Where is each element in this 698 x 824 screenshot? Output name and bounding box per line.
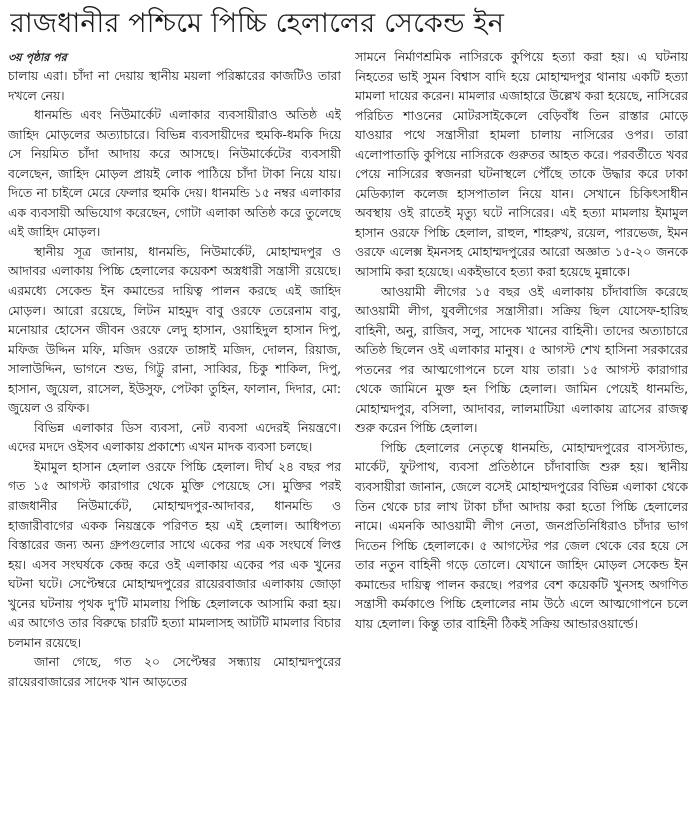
paragraph: চালায় এরা। চাঁদা না দেয়ায় স্থানীয় ময়লা পরিষ্কারের কাজটিও তারা দখলে নেয়। [8, 69, 341, 103]
paragraph: ইমামুল হাসান হেলাল ওরফে পিচ্চি হেলাল। দীর্ঘ ২৪ বছর পর গত ১৫ আগস্ট কারাগার থেকে মুক্তি পেয়েছে সে। মুক্তির পরই রাজধানীর নিউমার্কেট, মোহাম্মদপুর-আদাবর, ধানমন্ডি ও হাজারীবাগের একক নিয়ন্ত্রকে পরিণত হয় এই হেলাল। আধিপত্য বিস্তারের জন্য অন্য গ্রুপগুলোর সাথে একের পর এক সংঘর্ষে লিপ্ত হয়। এসব সংঘর্ষকে কেন্দ্র করে ওই এলাকায় একের পর এক খুনের ঘটনা ঘটে। সেপ্টেম্বরে মোহাম্মদপুরের রায়েরবাজার এলাকায় জোড়া খুনের ঘটনায় পৃথক দু'টি মামলায় পিচ্চি হেলালকে আসামি করা হয়। এর আগেও তার বিরুদ্ধে চারটি হত্যা মামলাসহ আটটি মামলার বিচার চলমান রয়েছে। [8, 459, 341, 650]
continued-from-label: ৩য় পৃষ্ঠার পর [8, 51, 67, 64]
article-body [8, 48, 688, 818]
paragraph: সামনে নির্মাণশ্রমিক নাসিরকে কুপিয়ে হত্যা করা হয়। এ ঘটনায় নিহতের ভাই সুমন বিশ্বাস বাদি হয়ে মোহাম্মদপুর থানায় একটি হত্যা মামলা দায়ের করেন। মামলার এজাহারে উল্লেখ করা হয়েছে, নাসিরের পরিচিত শাওনের মোটরসাইকেলে বেড়িবাঁধ তিন রাস্তার মোড়ে যাওয়ার পথে সন্ত্রাসীরা হামলা চালায় নাসিরের ওপর। তারা এলোপাতাড়ি কুপিয়ে নাসিরকে গুরুতর আহত করে। পরবর্তীতে খবর পেয়ে নাসিরের স্বজনরা ঘটনাস্থলে পৌঁছে তাকে উদ্ধার করে ঢাকা মেডিক্যাল কলেজ হাসপাতাল নিয়ে যান। সেখানে চিকিৎসাধীন অবস্থায় ওই রাতেই মৃত্যু ঘটে নাসিরের। এই হত্যা মামলায় ইমামুল হাসান ওরফে পিচ্চি হেলাল, রাহুল, শাহরুখ, রয়েল, পারভেজ, ইমন ওরফে এলেক্স ইমনসহ মোহাম্মদপুরের আরো অজ্ঞাত ১৫-২০ জনকে আসামি করা হয়েছে। একইভাবে হত্যা করা হয়েছে মুন্নাকে। [355, 50, 688, 280]
paragraph: বিভিন্ন এলাকার ডিস ব্যবসা, নেট ব্যবসা এদেরই নিয়ন্ত্রণে। এদের মদদে ওইসব এলাকায় প্রকাশ্যে এখন মাদক ব্যবসা চলছে। [8, 420, 341, 455]
headline: রাজধানীর পশ্চিমে পিচ্চি হেলালের সেকেন্ড ইন [10, 8, 505, 39]
right-column [355, 48, 688, 818]
paragraph: আওয়ামী লীগের ১৫ বছর ওই এলাকায় চাঁদাবাজি করেছে আওয়ামী লীগ, যুবলীগের সন্ত্রাসীরা। সক্রিয় ছিল যোসেফ-হারিছ বাহিনী, অনু, রাজিব, সলু, সাদেক খানের বাহিনী। তাদের অত্যাচারে অতিষ্ঠ ছিলেন ওই এলাকার মানুষ। ৫ আগস্ট শেখ হাসিনা সরকারের পতনের পর আত্মগোপনে চলে যায় তারা। ১৫ আগস্ট কারাগার থেকে জামিনে মুক্ত হন পিচ্চি হেলাল। জামিন পেয়েই ধানমন্ডি, মোহাম্মদপুর, বসিলা, আদাবর, লালমাটিয়া এলাকায় ত্রাসের রাজত্ব শুরু করেন পিচ্চি হেলাল। [355, 284, 688, 436]
paragraph: স্থানীয় সূত্র জানায়, ধানমন্ডি, নিউমার্কেট, মোহাম্মদপুর ও আদাবর এলাকায় পিচ্চি হেলালের কয়েকশ অস্ত্রধারী সন্ত্রাসী রয়েছে। এরমধ্যে সেকেন্ড ইন কমান্ডের দায়িত্ব পালন করছে এই জাহিদ মোড়ল। আরো রয়েছে, লিটন মাহমুদ বাবু ওরফে তেরেনাম বাবু, মনোয়ার হোসেন জীবন ওরফে লেদু হাসান, ওয়াহিদুল হাসান দিপু, মফিজ উদ্দিন মফি, মজিদ ওরফে তাঙ্গাই মজিদ, দোলন, রিয়াজ, সালাউদ্দিন, ভাগনে শুভ, গিট্টু রানা, সাব্বির, চিকু শাকিল, দিপু, হাসান, জুয়েল, রাসেল, ইউসুফ, পেটকা তুহিন, ফালান, দিদার, মো: জুয়েল ও রফিক। [8, 244, 341, 416]
left-column [8, 48, 341, 818]
paragraph: ধানমন্ডি এবং নিউমার্কেট এলাকার ব্যবসায়ীরাও অতিষ্ঠ এই জাহিদ মোড়লের অত্যাচারে। বিভিন্ন ব্যবসায়ীদের হুমকি-ধমকি দিয়ে সে নিয়মিত চাঁদা আদায় করে আসছে। নিউমার্কেটের ব্যবসায়ী বলেছেন, জাহিদ মোড়ল প্রায়ই লোক পাঠিয়ে চাঁদা টাকা নিয়ে যায়। দিতে না চাইলে মেরে ফেলার হুমকি দেয়। ধানমন্ডি ১৫ নম্বর এলাকার এক ব্যবসায়ী অভিযোগ করেছেন, গোটা এলাকা অতিষ্ঠ করে তুলেছে এই জাহিদ মোড়ল। [8, 108, 341, 240]
paragraph: পিচ্চি হেলালের নেতৃত্বে ধানমন্ডি, মোহাম্মদপুরের বাসস্ট্যান্ড, মার্কেট, ফুটপাথ, ব্যবসা প্রতিষ্ঠানে চাঁদাবাজি শুরু হয়। স্থানীয় ব্যবসায়ীরা জানান, জেলে বসেই মোহাম্মদপুরের বিভিন্ন এলাকা থেকে তিন থেকে চার লাখ টাকা চাঁদা আদায় করা হতো পিচ্চি হেলালের নামে। এমনকি আওয়ামী লীগ নেতা, জনপ্রতিনিধিরাও চাঁদার ভাগ দিতেন পিচ্চি হেলালকে। ৫ আগস্টের পর জেল থেকে বের হয়ে সে তার নতুন বাহিনী গড়ে তোলে। যেখানে জাহিদ মোড়ল সেকেন্ড ইন কমান্ডের দায়িত্ব পালন করছে। পরপর বেশ কয়েকটি খুনসহ অগণিত সন্ত্রাসী কর্মকাণ্ডে পিচ্চি হেলালের নাম উঠে এলে আত্মগোপনে চলে যায় হেলাল। কিন্তু তার বাহিনী ঠিকই সক্রিয় আন্ডারওয়ার্ল্ডে। [355, 440, 688, 631]
paragraph: জানা গেছে, গত ২০ সেপ্টেম্বর সন্ধ্যায় মোহাম্মদপুরের রায়েরবাজারের সাদেক খান আড়তের [8, 655, 341, 689]
